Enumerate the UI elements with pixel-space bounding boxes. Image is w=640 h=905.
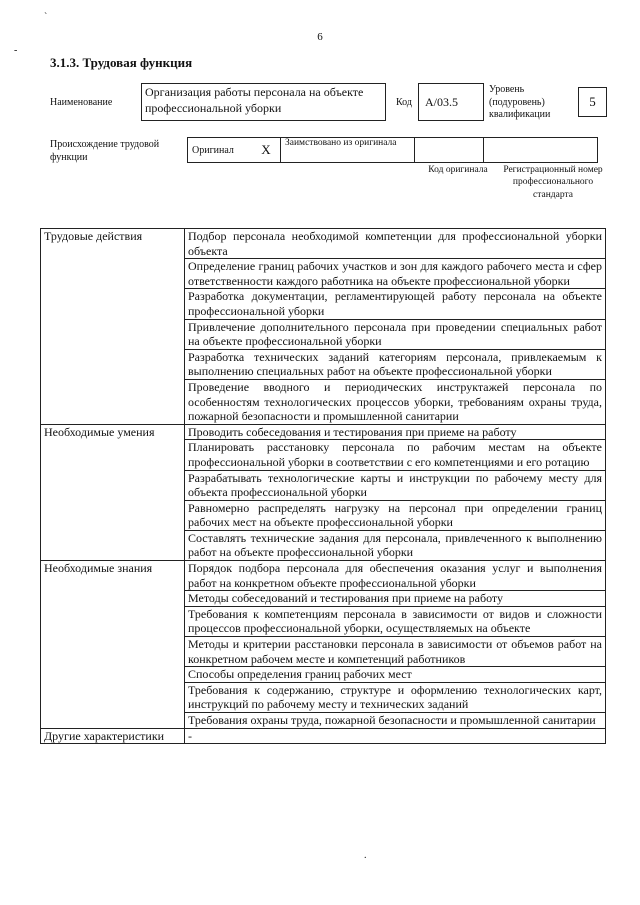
- list-item: Проводить собеседования и тестирования при приеме на работу: [185, 424, 606, 440]
- table-row: [41, 561, 606, 591]
- skills-label: Необходимые умения: [41, 424, 185, 560]
- list-item: Равномерно распределять нагрузку на персонал при определении границ рабочих мест на объекте профессиональной уборки: [185, 500, 606, 530]
- list-item: Требования охраны труда, пожарной безопасности и промышленной санитарии: [185, 713, 606, 729]
- original-label: Оригинал: [188, 138, 253, 163]
- function-name-box: Организация работы персонала на объекте профессиональной уборки: [141, 83, 386, 121]
- table-row: [41, 424, 606, 440]
- reg-number-cell: [484, 138, 598, 163]
- scan-speck: -: [14, 45, 18, 56]
- list-item: Разрабатывать технологические карты и инструкции по рабочему месту для объекта профессиональной уборки: [185, 470, 606, 500]
- original-code-cell: [415, 138, 484, 163]
- list-item: Методы собеседований и тестирования при приеме на работу: [185, 591, 606, 607]
- table-row: [41, 728, 606, 744]
- page-number: 6: [317, 31, 323, 43]
- other-value: -: [185, 728, 606, 744]
- scan-speck: `: [44, 12, 48, 23]
- list-item: Планировать расстановку персонала по рабочим местам на объекте профессиональной уборки в соответствии с его компетенциями и его ротацию: [185, 440, 606, 470]
- list-item: Разработка документации, регламентирующей работу персонала на объекте профессиональной уборки: [185, 289, 606, 319]
- table-row: [41, 229, 606, 259]
- list-item: Разработка технических заданий категориям персонала, привлекаемым к выполнению специальных работ на объекте профессиональной уборки: [185, 349, 606, 379]
- list-item: Способы определения границ рабочих мест: [185, 667, 606, 683]
- name-label: Наименование: [50, 97, 113, 108]
- list-item: Требования к содержанию, структуре и оформлению технологических карт, инструкций по рабочему месту и технических заданий: [185, 682, 606, 712]
- borrowed-label: Заимствовано из оригинала: [281, 138, 415, 163]
- level-label: Уровень (подуровень) квалификации: [489, 84, 551, 120]
- origin-table: [187, 137, 598, 163]
- original-mark: X: [252, 138, 281, 163]
- code-label: Код: [396, 97, 412, 108]
- level-box: 5: [578, 87, 607, 117]
- list-item: Порядок подбора персонала для обеспечения оказания услуг и выполнения работ на конкретном объекте профессиональной уборки: [185, 561, 606, 591]
- list-item: Требования к компетенциям персонала в зависимости от видов и сложности процессов профессиональной уборки, осуществляемых на объекте: [185, 606, 606, 636]
- knowledge-label: Необходимые знания: [41, 561, 185, 729]
- list-item: Составлять технические задания для персонала, привлеченного к выполнению работ на объекте профессиональной уборки: [185, 530, 606, 560]
- section-title: 3.1.3. Трудовая функция: [50, 55, 193, 70]
- list-item: Методы и критерии расстановки персонала в зависимости от объемов работ на конкретном рабочем месте и компетенций работников: [185, 637, 606, 667]
- list-item: Подбор персонала необходимой компетенции для профессиональной уборки объекта: [185, 229, 606, 259]
- reg-caption: Регистрационный номер профессионального стандарта: [503, 165, 603, 200]
- scan-speck: .: [364, 850, 367, 861]
- list-item: Определение границ рабочих участков и зон для каждого рабочего места и сфер ответственности каждого работника на объекте профессиональной уборки: [185, 259, 606, 289]
- actions-label: Трудовые действия: [41, 229, 185, 425]
- code-box: A/03.5: [418, 83, 484, 121]
- origin-label: Происхождение трудовой функции: [50, 139, 160, 163]
- functions-table: [40, 228, 606, 744]
- list-item: Привлечение дополнительного персонала при проведении специальных работ на объекте профессиональной уборки: [185, 319, 606, 349]
- list-item: Проведение вводного и периодических инструктажей персонала по особенностям технологических процессов уборки, требованиям охраны труда, пожарной безопасности и промышленной санитарии: [185, 379, 606, 424]
- code-caption: Код оригинала: [428, 165, 488, 175]
- other-label: Другие характеристики: [41, 728, 185, 744]
